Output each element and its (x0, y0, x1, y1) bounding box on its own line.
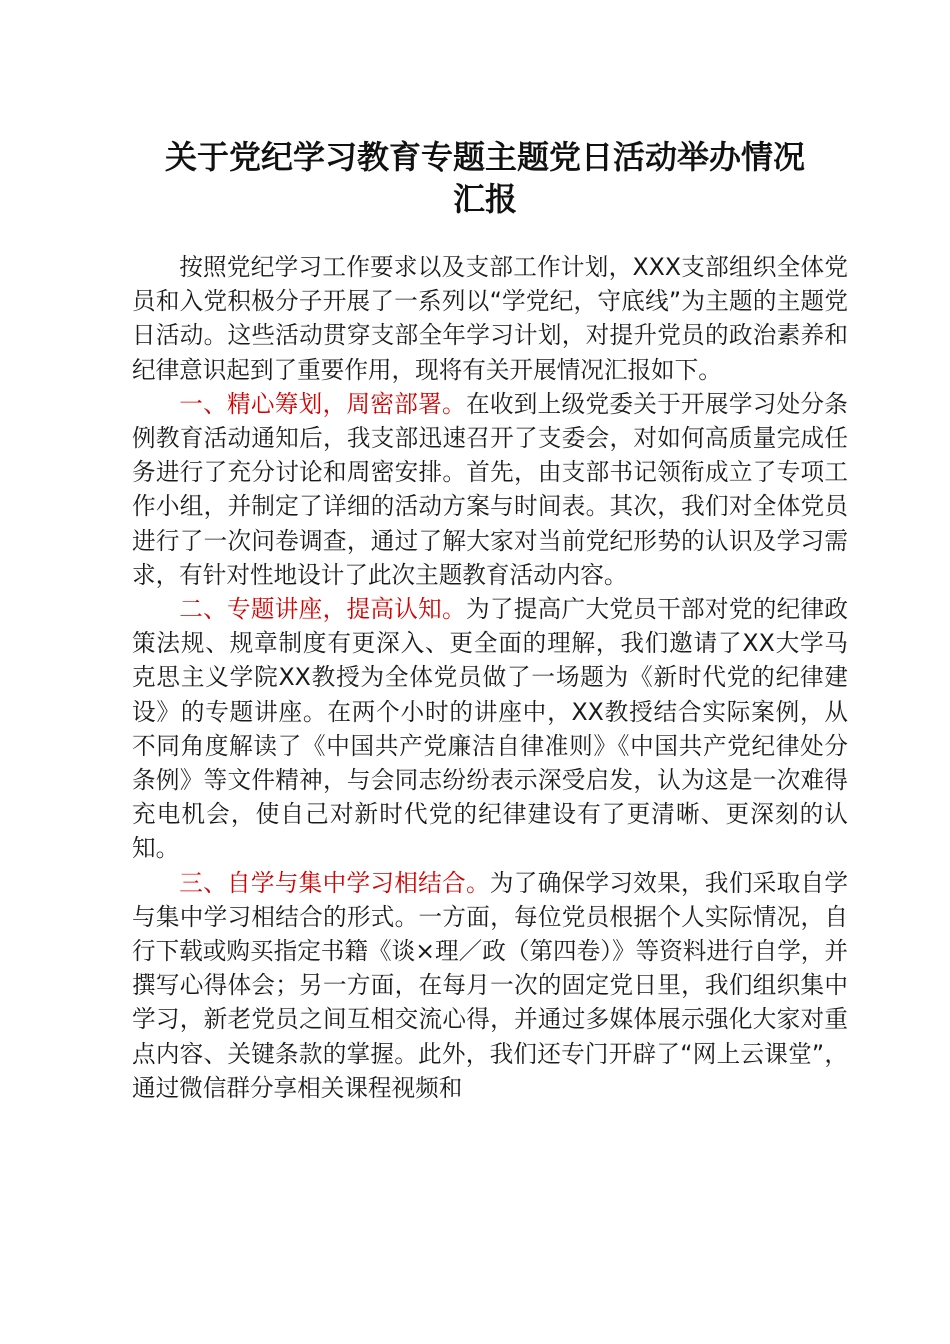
paragraph-text: 为了确保学习效果，我们采取自学与集中学习相结合的形式。一方面，每位党员根据个人实际情况，自行下载或购买指定书籍《谈×理／政（第四卷）》等资料进行自学，并撰写心得体会；另一方面，在每月一次的固定党日里，我们组织集中学习，新老党员之间互相交流心得，并通过多媒体展示强化大家对重点内容、关键条款的掌握。此外，我们还专门开辟了“网上云课堂”，通过微信群分享相关课程视频和 (132, 868, 849, 1102)
section-3-paragraph (132, 866, 848, 1105)
paragraph-text: 按照党纪学习工作要求以及支部工作计划，XXX支部组织全体党员和入党积极分子开展了一系列以“学党纪，守底线”为主题的主题党日活动。这些活动贯穿支部全年学习计划，对提升党员的政治素养和纪律意识起到了重要作用，现将有关开展情况汇报如下。 (132, 253, 848, 384)
title-line-1: 关于党纪学习教育专题主题党日活动举办情况 (164, 138, 805, 176)
title-line-2: 汇报 (452, 180, 517, 218)
section-1-paragraph (132, 387, 848, 592)
document-title (120, 136, 850, 220)
section-heading: 三、自学与集中学习相结合。 (179, 868, 490, 897)
section-heading: 一、精心筹划，周密部署。 (179, 389, 466, 418)
document-body (132, 250, 848, 1105)
paragraph-text: 在收到上级党委关于开展学习处分条例教育活动通知后，我支部迅速召开了支委会，对如何高质量完成任务进行了充分讨论和周密安排。首先，由支部书记领衔成立了专项工作小组，并制定了详细的活动方案与时间表。其次，我们对全体党员进行了一次问卷调查，通过了解大家对当前党纪形势的认识及学习需求，有针对性地设计了此次主题教育活动内容。 (132, 389, 849, 589)
paragraph-text: 为了提高广大党员干部对党的纪律政策法规、规章制度有更深入、更全面的理解，我们邀请了XX大学马克思主义学院XX教授为全体党员做了一场题为《新时代党的纪律建设》的专题讲座。在两个小时的讲座中，XX教授结合实际案例，从不同角度解读了《中国共产党廉洁自律准则》《中国共产党纪律处分条例》等文件精神，与会同志纷纷表示深受启发，认为这是一次难得充电机会，使自己对新时代党的纪律建设有了更清晰、更深刻的认知。 (132, 595, 849, 863)
intro-paragraph (132, 250, 848, 387)
section-heading: 二、专题讲座，提高认知。 (179, 595, 466, 624)
section-2-paragraph (132, 592, 848, 866)
